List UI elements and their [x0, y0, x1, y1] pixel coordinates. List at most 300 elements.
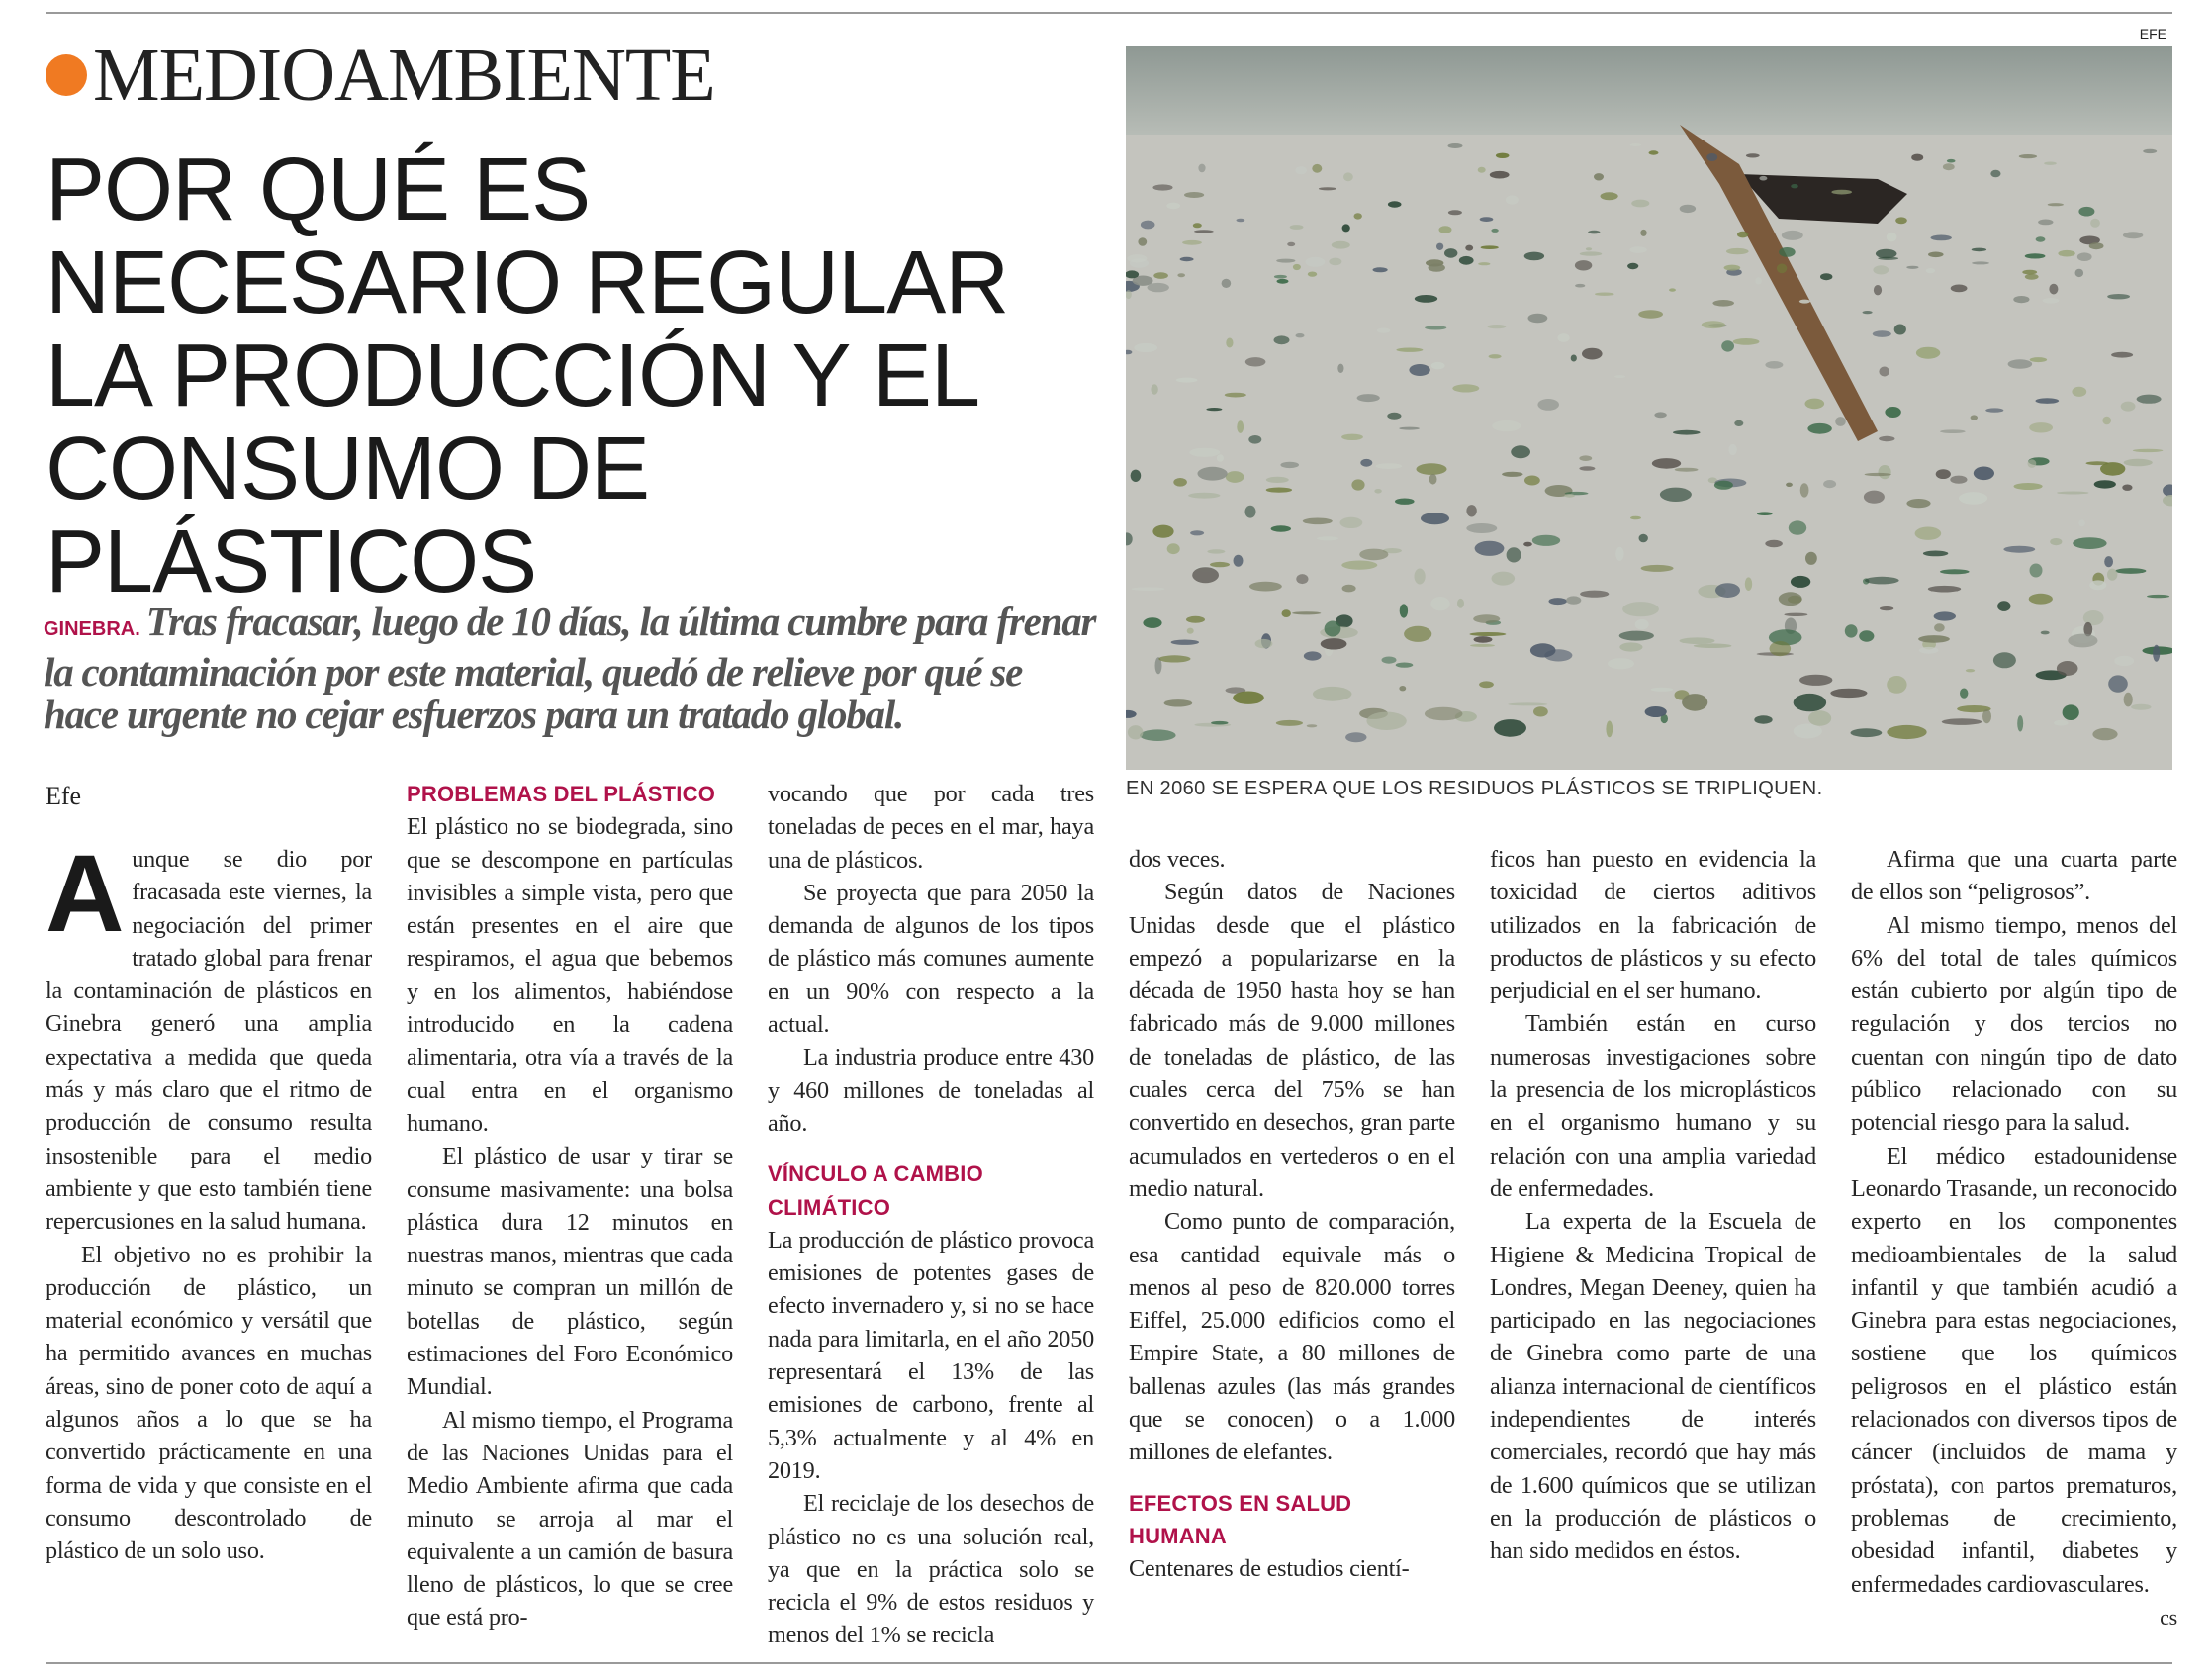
litter-fragment: [1188, 493, 1220, 499]
litter-fragment: [1189, 448, 1220, 457]
litter-fragment: [1481, 245, 1499, 249]
litter-fragment: [1649, 150, 1659, 154]
litter-fragment: [1571, 355, 1577, 362]
litter-fragment: [2107, 294, 2130, 299]
litter-fragment: [1880, 606, 1893, 610]
litter-fragment: [1276, 259, 1295, 263]
litter-fragment: [2041, 631, 2050, 635]
body-column-2: [407, 778, 733, 1634]
body-column-4: [1129, 843, 1455, 1586]
litter-fragment: [1680, 637, 1715, 644]
litter-fragment: [2072, 387, 2086, 397]
litter-fragment: [1765, 361, 1783, 369]
litter-fragment: [1906, 499, 1930, 508]
litter-fragment: [1293, 264, 1301, 270]
litter-fragment: [2086, 461, 2109, 465]
lead-text: Tras fracasar, luego de 10 días, la última cumbre para frenar la contaminación por este material, quedó de relieve por qué se hace urgente no cejar esfuerzos para un tratado global.: [44, 599, 1096, 737]
litter-fragment: [1343, 172, 1353, 181]
litter-fragment: [1351, 479, 1364, 490]
litter-fragment: [2058, 250, 2074, 257]
photo-illustration: [1126, 46, 2172, 770]
litter-fragment: [2124, 459, 2153, 467]
paragraph: Se proyecta que para 2050 la demanda de algunos de los tipos de plástico más comunes aumente en un 90% con respecto a la actual.: [768, 879, 1094, 1039]
litter-fragment: [1395, 499, 1415, 505]
litter-fragment: [1959, 492, 1987, 505]
litter-fragment: [1448, 143, 1463, 148]
litter-fragment: [1507, 547, 1521, 562]
litter-fragment: [2133, 449, 2164, 452]
paragraph: [1851, 1140, 2177, 1630]
litter-fragment: [1475, 541, 1505, 556]
litter-fragment: [1894, 325, 1906, 335]
litter-fragment: [1928, 252, 1944, 258]
litter-fragment: [1313, 687, 1352, 701]
litter-fragment: [2089, 242, 2104, 249]
litter-fragment: [1805, 552, 1817, 565]
litter-fragment: [1622, 602, 1659, 616]
litter-fragment: [1582, 348, 1603, 360]
litter-fragment: [1276, 720, 1303, 726]
litter-fragment: [1332, 241, 1350, 249]
litter-fragment: [2102, 417, 2111, 425]
litter-fragment: [1206, 408, 1222, 411]
litter-fragment: [2003, 546, 2035, 553]
litter-fragment: [1190, 530, 1204, 535]
litter-fragment: [1426, 259, 1443, 266]
litter-fragment: [1851, 728, 1883, 737]
beach-plastic-photo: [1126, 46, 2172, 770]
litter-fragment: [1377, 328, 1391, 333]
litter-fragment: [1737, 232, 1748, 238]
litter-fragment: [2078, 519, 2085, 526]
litter-fragment: [1266, 488, 1292, 493]
litter-fragment: [1430, 597, 1449, 610]
litter-fragment: [1337, 364, 1343, 373]
litter-fragment: [1425, 707, 1463, 721]
litter-fragment: [1586, 247, 1592, 250]
litter-fragment: [2077, 252, 2092, 261]
litter-fragment: [1478, 167, 1486, 173]
litter-fragment: [1198, 467, 1228, 481]
litter-fragment: [1524, 476, 1540, 486]
litter-fragment: [1325, 621, 1341, 637]
litter-fragment: [1820, 273, 1832, 280]
litter-fragment: [1340, 517, 1363, 528]
lead-paragraph: [44, 601, 1102, 736]
litter-fragment: [1245, 357, 1266, 366]
litter-fragment: [1919, 647, 1939, 654]
litter-fragment: [2143, 149, 2157, 153]
litter-fragment: [1523, 542, 1532, 547]
litter-fragment: [1974, 467, 1994, 481]
litter-fragment: [1415, 569, 1426, 585]
litter-fragment: [1993, 652, 2016, 668]
litter-fragment: [1682, 694, 1707, 711]
litter-fragment: [2008, 359, 2033, 369]
litter-fragment: [1757, 512, 1773, 515]
litter-fragment: [2014, 483, 2043, 490]
paragraph: El objetivo no es prohibir la producción de plástico, un material económico y versátil que ha permitido avances en muchas áreas, sino de poner coto de aquí a algunos años a lo que se ha convertido prácticamente en una forma de vida y que consiste en el consumo descontrolado de plástico de un solo uso.: [46, 1241, 372, 1565]
litter-fragment: [1940, 569, 1970, 574]
litter-fragment: [1651, 688, 1674, 692]
litter-fragment: [1141, 221, 1155, 230]
litter-fragment: [2029, 422, 2053, 432]
litter-fragment: [2038, 220, 2053, 226]
litter-fragment: [1490, 171, 1510, 179]
litter-fragment: [1171, 640, 1199, 645]
paragraph: El plástico no se biodegrada, sino que se descompone en partículas invisibles a simple vista, pero que están presentes en el aire que respiramos, el agua que bebemos y en los alimentos, habiéndose introducido en la cadena alimentaria, otra vía a través de la cual entra en el organismo humano.: [407, 813, 733, 1137]
litter-fragment: [1794, 694, 1826, 711]
litter-fragment: [2029, 594, 2053, 605]
litter-fragment: [1193, 223, 1202, 228]
litter-fragment: [1631, 200, 1649, 208]
litter-fragment: [1469, 632, 1506, 636]
paragraph-text: El médico estadounidense Leonardo Trasande, un reconocido experto en los componentes medioambientales de la salud infantil y que también acudió a Ginebra para estas negociaciones, sostiene que los químicos peligrosos en el plástico están relacionados con diversos tipos de cáncer (incluidos de mama y próstata), con partos prematuros, problemas de crecimiento, obesidad infantil, diabetes y enfermedades cardiovasculares.: [1851, 1142, 2177, 1598]
litter-fragment: [1388, 201, 1402, 207]
litter-fragment: [1745, 577, 1752, 591]
litter-fragment: [1528, 314, 1548, 323]
litter-fragment: [2054, 720, 2069, 726]
litter-fragment: [1660, 488, 1692, 502]
litter-fragment: [2122, 485, 2132, 491]
litter-fragment: [1492, 420, 1521, 431]
litter-fragment: [2057, 661, 2078, 676]
subhead-efectos: EFECTOS EN SALUD HUMANA: [1129, 1490, 1352, 1548]
litter-fragment: [1488, 325, 1507, 328]
litter-fragment: [1595, 293, 1614, 296]
litter-fragment: [1436, 243, 1443, 250]
litter-fragment: [1594, 173, 1604, 180]
litter-fragment: [1943, 163, 1955, 170]
litter-fragment: [1366, 712, 1406, 730]
litter-fragment: [1166, 203, 1180, 210]
litter-fragment: [1865, 473, 1891, 476]
litter-fragment: [1153, 272, 1168, 279]
litter-fragment: [2030, 357, 2047, 362]
litter-fragment: [1400, 604, 1408, 617]
litter-fragment: [2089, 580, 2106, 590]
litter-fragment: [1619, 642, 1642, 651]
litter-fragment: [2123, 232, 2143, 238]
litter-fragment: [2104, 556, 2113, 567]
litter-fragment: [1799, 675, 1832, 686]
litter-fragment: [1167, 543, 1180, 554]
litter-fragment: [1805, 399, 1825, 410]
litter-fragment: [1936, 469, 1951, 479]
litter-fragment: [1143, 617, 1161, 628]
section-label: MEDIOAMBIENTE: [93, 34, 715, 117]
litter-fragment: [1669, 288, 1676, 291]
litter-fragment: [1985, 408, 2003, 412]
litter-fragment: [1210, 562, 1230, 567]
litter-fragment: [1233, 692, 1264, 704]
litter-fragment: [1726, 248, 1749, 254]
litter-fragment: [1140, 729, 1176, 741]
litter-fragment: [1524, 252, 1544, 261]
litter-fragment: [1473, 614, 1500, 623]
paragraph: Al mismo tiempo, menos del 6% del total de tales químicos están cubierto por algún tipo de regulación y dos tercios no cuentan con ningún tipo de dato público relacionado con su potencial riesgo para la salud.: [1851, 911, 2177, 1137]
litter-fragment: [1439, 226, 1452, 233]
litter-fragment: [1489, 354, 1502, 358]
paragraph: Al mismo tiempo, el Programa de las Naciones Unidas para el Medio Ambiente afirma que cada minuto se arroja al mar el equivalente a un camión de basura lleno de plásticos, lo que se cree que está pro-: [407, 1406, 733, 1631]
litter-fragment: [1887, 725, 1926, 739]
litter-fragment: [1823, 480, 1836, 488]
litter-fragment: [1306, 257, 1326, 267]
litter-fragment: [2124, 693, 2133, 707]
litter-fragment: [1198, 164, 1205, 173]
litter-fragment: [1997, 601, 2010, 611]
litter-fragment: [1990, 170, 2000, 178]
litter-fragment: [1506, 195, 1519, 204]
litter-fragment: [1724, 265, 1741, 271]
litter-fragment: [1895, 217, 1907, 224]
litter-fragment: [2017, 715, 2023, 731]
litter-fragment: [1532, 535, 1560, 546]
litter-fragment: [1415, 295, 1437, 303]
litter-fragment: [1808, 710, 1831, 725]
litter-fragment: [1874, 285, 1882, 295]
litter-fragment: [1319, 187, 1336, 190]
litter-fragment: [1182, 240, 1202, 245]
litter-fragment: [1341, 434, 1363, 440]
litter-fragment: [1277, 279, 1289, 284]
litter-fragment: [1187, 628, 1194, 634]
litter-fragment: [1382, 657, 1397, 664]
litter-fragment: [2094, 480, 2116, 488]
body-column-6: [1851, 843, 2177, 1633]
paragraph: El plástico de usar y tirar se consume masivamente: una bolsa plástica dura 12 minutos en nuestras manos, mientras que cada minuto se compran un millón de botellas de plástico, según estimaciones del Foro Económico Mundial.: [407, 1143, 733, 1401]
litter-fragment: [1312, 164, 1322, 173]
litter-fragment: [1148, 283, 1169, 292]
litter-fragment: [1865, 577, 1899, 585]
litter-fragment: [2049, 284, 2058, 295]
litter-fragment: [1533, 706, 1548, 716]
litter-fragment: [1579, 455, 1592, 461]
litter-fragment: [1759, 176, 1767, 181]
litter-fragment: [1575, 260, 1592, 270]
litter-fragment: [1226, 471, 1244, 483]
litter-fragment: [1887, 676, 1906, 694]
litter-fragment: [2137, 395, 2162, 404]
paragraph: La producción de plástico provoca emisiones de potentes gases de efecto invernadero y, si no se hace nada para limitarla, en el año 2050 representará el 13% de las emisiones de carbono, frente al 5,3% actualmente y al 4% en 2019.: [768, 1226, 1094, 1484]
litter-fragment: [2121, 402, 2136, 412]
litter-fragment: [1249, 582, 1282, 592]
litter-fragment: [1321, 638, 1347, 649]
top-rule: [46, 12, 2172, 14]
litter-fragment: [1915, 527, 1942, 540]
litter-fragment: [1237, 219, 1245, 222]
litter-fragment: [1966, 669, 1975, 672]
litter-fragment: [1158, 655, 1190, 662]
litter-fragment: [1417, 463, 1447, 475]
litter-fragment: [2078, 207, 2094, 217]
litter-fragment: [1641, 565, 1674, 572]
litter-fragment: [1184, 192, 1204, 198]
paragraph: También están en curso numerosas investigaciones sobre la presencia de los microplásticos en el organismo humano y su relación con una amplia variedad de enfermedades.: [1490, 1010, 1816, 1202]
litter-fragment: [1287, 242, 1295, 246]
litter-fragment: [1934, 611, 1956, 620]
litter-fragment: [1580, 251, 1602, 255]
litter-fragment: [2153, 645, 2160, 662]
litter-fragment: [1217, 454, 1224, 462]
litter-fragment: [1234, 555, 1244, 567]
litter-fragment: [1926, 268, 1935, 273]
litter-fragment: [1777, 264, 1787, 274]
litter-fragment: [1134, 343, 1157, 352]
litter-fragment: [1934, 623, 1945, 631]
litter-fragment: [1830, 689, 1867, 698]
litter-fragment: [1373, 267, 1388, 272]
litter-fragment: [1947, 159, 1956, 163]
litter-fragment: [1863, 311, 1873, 314]
litter-fragment: [1918, 635, 1950, 643]
litter-fragment: [1421, 513, 1449, 524]
litter-fragment: [1474, 636, 1493, 643]
litter-fragment: [1931, 235, 1952, 241]
litter-fragment: [1608, 658, 1634, 669]
litter-fragment: [2050, 538, 2062, 545]
litter-fragment: [2019, 154, 2037, 158]
litter-fragment: [2114, 656, 2134, 666]
litter-fragment: [1404, 626, 1431, 642]
litter-fragment: [1132, 587, 1165, 591]
litter-fragment: [1675, 468, 1699, 472]
paragraph: vocando que por cada tres toneladas de peces en el mar, haya una de plásticos.: [768, 781, 1094, 874]
litter-fragment: [1359, 549, 1388, 561]
litter-fragment: [1800, 483, 1809, 497]
litter-fragment: [1619, 631, 1654, 641]
litter-fragment: [1629, 246, 1646, 253]
litter-fragment: [1429, 474, 1437, 485]
litter-fragment: [2044, 162, 2057, 165]
litter-fragment: [2073, 537, 2106, 549]
litter-fragment: [1673, 430, 1701, 435]
litter-fragment: [1186, 616, 1205, 623]
litter-fragment: [1342, 585, 1356, 593]
drop-cap: A: [46, 833, 125, 955]
litter-fragment: [1779, 592, 1802, 606]
litter-fragment: [1606, 721, 1613, 738]
litter-fragment: [1266, 477, 1289, 483]
litter-fragment: [2025, 274, 2039, 280]
litter-fragment: [1734, 420, 1743, 426]
litter-fragment: [1859, 630, 1874, 641]
litter-fragment: [1345, 732, 1366, 742]
litter-fragment: [1360, 459, 1372, 467]
litter-fragment: [1558, 333, 1570, 342]
litter-fragment: [1222, 279, 1232, 288]
litter-fragment: [1721, 340, 1734, 351]
litter-fragment: [1530, 643, 1556, 657]
litter-fragment: [1478, 262, 1490, 265]
litter-fragment: [2111, 352, 2133, 358]
litter-fragment: [1444, 248, 1457, 258]
paragraph: El reciclaje de los desechos de plástico no es una solución real, ya que en la práctica solo se recicla el 9% de estos residuos y menos del 1% se recicla: [768, 1490, 1094, 1649]
litter-fragment: [2036, 236, 2046, 241]
litter-fragment: [1271, 525, 1291, 531]
litter-fragment: [1131, 470, 1142, 482]
litter-fragment: [1329, 258, 1341, 266]
litter-fragment: [1177, 273, 1185, 277]
litter-fragment: [2043, 298, 2060, 304]
litter-fragment: [1614, 375, 1625, 378]
litter-fragment: [1951, 285, 1968, 293]
litter-fragment: [1192, 567, 1219, 583]
paragraph: Como punto de comparación, esa cantidad equivale más o menos al peso de 820.000 torres Eiffel, 25.000 edificios como el Empire State, a 80 millones de ballenas azules (las más grandes que se conocen) o a 1.000 millones de elefantes.: [1129, 1208, 1455, 1466]
litter-fragment: [1409, 364, 1429, 376]
litter-fragment: [1784, 613, 1807, 616]
litter-fragment: [1654, 412, 1666, 418]
litter-fragment: [2092, 728, 2117, 740]
litter-fragment: [2057, 492, 2088, 495]
litter-fragment: [1176, 378, 1198, 383]
litter-fragment: [1304, 651, 1322, 660]
subhead-problemas: PROBLEMAS DEL PLÁSTICO: [407, 782, 716, 806]
litter-fragment: [1282, 609, 1291, 617]
litter-fragment: [1307, 724, 1318, 727]
litter-fragment: [1712, 300, 1734, 307]
litter-fragment: [1835, 417, 1846, 426]
litter-fragment: [1652, 458, 1681, 469]
litter-fragment: [1770, 641, 1792, 656]
litter-fragment: [2075, 269, 2084, 277]
litter-fragment: [1789, 520, 1806, 534]
bottom-rule: [46, 1662, 2172, 1664]
litter-fragment: [1864, 491, 1885, 504]
litter-fragment: [2107, 569, 2117, 581]
litter-fragment: [1879, 367, 1889, 377]
litter-fragment: [1274, 275, 1287, 279]
litter-fragment: [2036, 398, 2060, 404]
photo-credit: EFE: [2139, 26, 2166, 42]
paragraph: Centenares de estudios cientí-: [1129, 1555, 1410, 1583]
litter-fragment: [1211, 721, 1228, 725]
litter-fragment: [2147, 595, 2169, 598]
litter-fragment: [1755, 277, 1762, 284]
litter-fragment: [1794, 724, 1822, 739]
litter-fragment: [1452, 384, 1479, 392]
litter-fragment: [1564, 494, 1575, 498]
litter-fragment: [1779, 247, 1796, 257]
litter-fragment: [1296, 166, 1307, 174]
byline: Efe: [46, 782, 82, 810]
litter-fragment: [1376, 463, 1403, 469]
litter-fragment: [2030, 564, 2043, 578]
litter-fragment: [1151, 384, 1157, 394]
litter-fragment: [1152, 184, 1172, 190]
litter-fragment: [1448, 210, 1462, 215]
litter-fragment: [2063, 704, 2079, 720]
subhead-vinculo: VÍNCULO A CAMBIO CLIMÁTICO: [768, 1162, 983, 1220]
litter-fragment: [1374, 489, 1381, 494]
litter-fragment: [2048, 203, 2064, 206]
paragraph: [46, 833, 372, 1239]
litter-fragment: [1702, 321, 1725, 328]
litter-fragment: [2090, 219, 2100, 228]
litter-fragment: [1387, 413, 1401, 420]
litter-fragment: [1588, 231, 1600, 234]
litter-fragment: [1396, 663, 1414, 668]
paragraph: La industria produce entre 430 y 460 millones de toneladas al año.: [768, 1044, 1094, 1137]
photo-caption: EN 2060 SE ESPERA QUE LOS RESIDUOS PLÁSTICOS SE TRIPLIQUEN.: [1126, 778, 1823, 799]
litter-fragment: [1982, 709, 1991, 723]
litter-fragment: [1127, 254, 1147, 262]
litter-fragment: [1496, 153, 1510, 158]
litter-fragment: [1639, 534, 1648, 543]
litter-fragment: [1280, 462, 1299, 468]
litter-fragment: [1466, 505, 1476, 516]
litter-fragment: [1916, 347, 1940, 359]
